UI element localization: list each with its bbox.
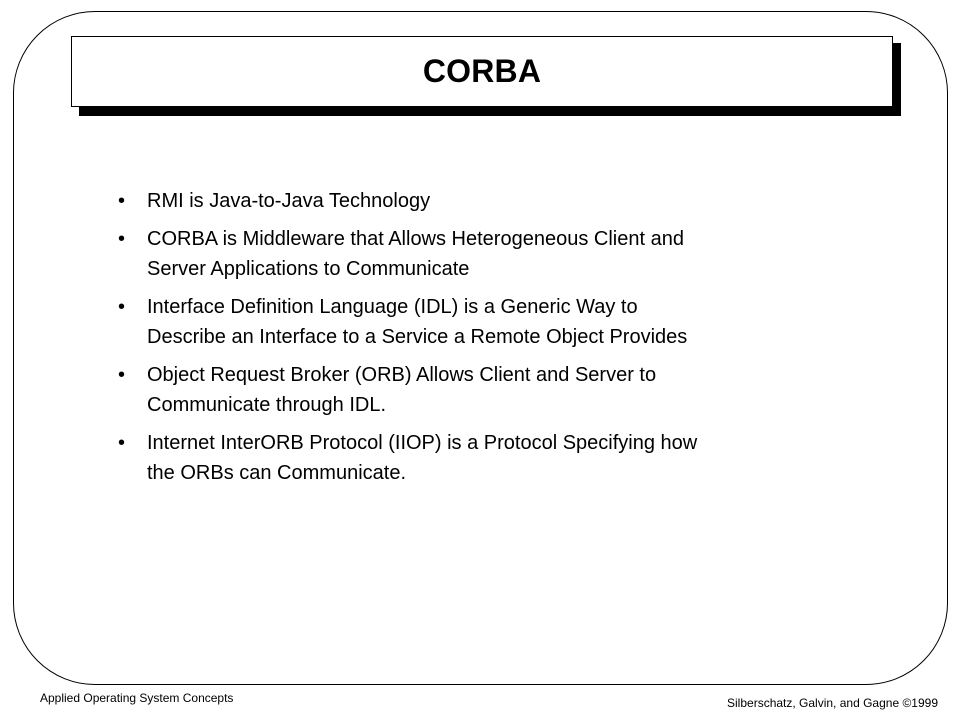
bullet-text [147, 360, 656, 420]
bullet-icon: • [118, 364, 126, 386]
footer-course: Applied Operating System Concepts [40, 691, 234, 705]
copyright-icon: © [902, 696, 912, 710]
footer-authors: Silberschatz, Galvin, and Gagne [727, 696, 903, 710]
bullet-line: Interface Definition Language (IDL) is a Generic Way to [147, 296, 638, 318]
title-box [71, 36, 893, 107]
bullet-item [116, 360, 816, 420]
bullet-icon: • [118, 296, 126, 318]
bullet-list [116, 186, 816, 496]
bullet-text [147, 186, 430, 216]
bullet-text [147, 428, 697, 488]
bullet-line: Communicate through IDL. [147, 394, 387, 416]
bullet-line: the ORBs can Communicate. [147, 462, 406, 484]
bullet-line: CORBA is Middleware that Allows Heterogeneous Client and [147, 228, 684, 250]
bullet-icon: • [118, 228, 126, 250]
bullet-line: Server Applications to Communicate [147, 258, 470, 280]
bullet-icon: • [118, 432, 126, 454]
bullet-line: Internet InterORB Protocol (IIOP) is a Protocol Specifying how [147, 432, 698, 454]
footer-year: 1999 [911, 696, 938, 710]
bullet-line: Describe an Interface to a Service a Remote Object Provides [147, 326, 688, 348]
bullet-text [147, 224, 684, 284]
bullet-icon: • [118, 190, 126, 212]
bullet-line: RMI is Java-to-Java Technology [147, 190, 431, 212]
bullet-item [116, 292, 816, 352]
bullet-line: Object Request Broker (ORB) Allows Client and Server to [147, 364, 657, 386]
bullet-text [147, 292, 687, 352]
bullet-item [116, 186, 816, 216]
bullet-item [116, 224, 816, 284]
bullet-item [116, 428, 816, 488]
footer-credits [727, 696, 938, 710]
slide-title: CORBA [422, 53, 542, 89]
